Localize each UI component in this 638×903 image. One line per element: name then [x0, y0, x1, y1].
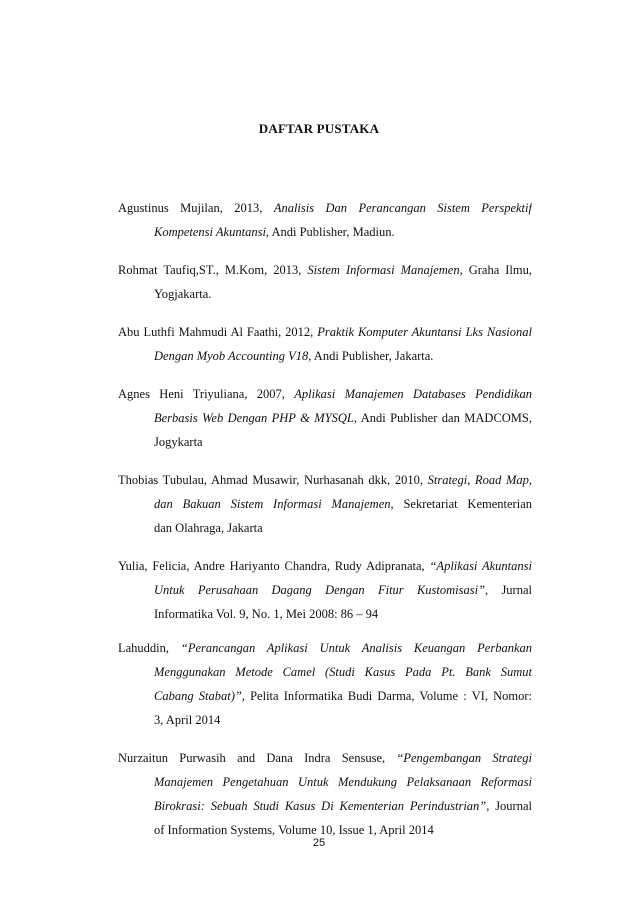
reference-text: Jogykarta [154, 435, 203, 449]
reference-line [118, 554, 532, 578]
reference-title-italic: Birokrasi: Sebuah Studi Kasus Di Kementerian Perindustrian”, [154, 799, 490, 813]
reference-title-italic: Manajemen Pengetahuan Untuk Mendukung Pelaksanaan Reformasi [154, 775, 532, 789]
reference-title-italic: Dengan Myob Accounting V18, [154, 349, 312, 363]
reference-entry [118, 468, 532, 540]
reference-text: , Andi Publisher, Madiun. [265, 225, 395, 239]
reference-line [118, 468, 532, 492]
reference-entry [118, 258, 532, 306]
reference-text: Thobias Tubulau, Ahmad Musawir, Nurhasanah dkk, 2010, [118, 473, 428, 487]
reference-line [118, 516, 532, 540]
reference-line [118, 344, 532, 368]
reference-line [118, 258, 532, 282]
reference-list [118, 196, 532, 842]
reference-line [118, 636, 532, 660]
reference-text: Agustinus Mujilan, 2013, [118, 201, 274, 215]
reference-text: Informatika Vol. 9, No. 1, Mei 2008: 86 – 94 [154, 607, 379, 621]
reference-line [118, 220, 532, 244]
reference-line [118, 770, 532, 794]
reference-title-italic: Cabang Stabat)”, [154, 689, 245, 703]
reference-entry [118, 746, 532, 842]
reference-text: Yulia, Felicia, Andre Hariyanto Chandra, Rudy Adipranata, [118, 559, 430, 573]
reference-text: Agnes Heni Triyuliana, 2007, [118, 387, 295, 401]
reference-text: Nurzaitun Purwasih and Dana Indra Sensuse, [118, 751, 397, 765]
reference-line [118, 382, 532, 406]
reference-entry [118, 196, 532, 244]
reference-entry [118, 554, 532, 626]
reference-entry [118, 320, 532, 368]
reference-text: Andi Publisher, Jakarta. [311, 349, 434, 363]
reference-line [118, 492, 532, 516]
reference-line [118, 578, 532, 602]
reference-entry [118, 636, 532, 732]
reference-text: , Jurnal [485, 583, 532, 597]
reference-text: 3, April 2014 [154, 713, 221, 727]
reference-line [118, 602, 532, 626]
reference-line [118, 660, 532, 684]
reference-text: Rohmat Taufiq,ST., M.Kom, 2013, [118, 263, 308, 277]
reference-title-italic: dan Bakuan Sistem Informasi Manajemen [154, 497, 391, 511]
reference-title-italic: Praktik Komputer Akuntansi Lks Nasional [317, 325, 532, 339]
reference-title-italic: Kompetensi Akuntansi [154, 225, 266, 239]
reference-title-italic: “Aplikasi Akuntansi [429, 559, 532, 573]
page-title: DAFTAR PUSTAKA [258, 121, 380, 136]
reference-text: Lahuddin, [118, 641, 181, 655]
reference-line [118, 684, 532, 708]
reference-title-italic: Sistem Informasi Manajemen [307, 263, 460, 277]
reference-text: , Sekretariat Kementerian [390, 497, 532, 511]
reference-title-italic: “Pengembangan Strategi [396, 751, 532, 765]
reference-text: Journal [489, 799, 532, 813]
reference-line [118, 794, 532, 818]
reference-line [118, 406, 532, 430]
reference-title-italic: Berbasis Web Dengan PHP & MYSQL [154, 411, 354, 425]
reference-text: dan Olahraga, Jakarta [154, 521, 263, 535]
reference-title-italic: Strategi, Road Map, [427, 473, 532, 487]
reference-title-italic: Aplikasi Manajemen Databases Pendidikan [294, 387, 532, 401]
reference-line [118, 430, 532, 454]
reference-line [118, 282, 532, 306]
reference-line [118, 196, 532, 220]
reference-title-italic: Untuk Perusahaan Dagang Dengan Fitur Kustomisasi” [154, 583, 486, 597]
page-number: 25 [312, 837, 326, 849]
reference-text: , Graha Ilmu, [459, 263, 532, 277]
reference-entry [118, 382, 532, 454]
reference-text: Abu Luthfi Mahmudi Al Faathi, 2012, [118, 325, 318, 339]
reference-text: of Information Systems, Volume 10, Issue 1, April 2014 [154, 823, 434, 837]
reference-title-italic: Menggunakan Metode Camel (Studi Kasus Pada Pt. Bank Sumut [154, 665, 532, 679]
reference-line [118, 746, 532, 770]
reference-line [118, 320, 532, 344]
reference-title-italic: Analisis Dan Perancangan Sistem Perspektif [273, 201, 532, 215]
reference-text: Yogjakarta. [154, 287, 212, 301]
reference-line [118, 708, 532, 732]
reference-text: , Andi Publisher dan MADCOMS, [353, 411, 532, 425]
reference-text: Pelita Informatika Budi Darma, Volume : VI, Nomor: [244, 689, 532, 703]
reference-title-italic: “Perancangan Aplikasi Untuk Analisis Keuangan Perbankan [180, 641, 532, 655]
